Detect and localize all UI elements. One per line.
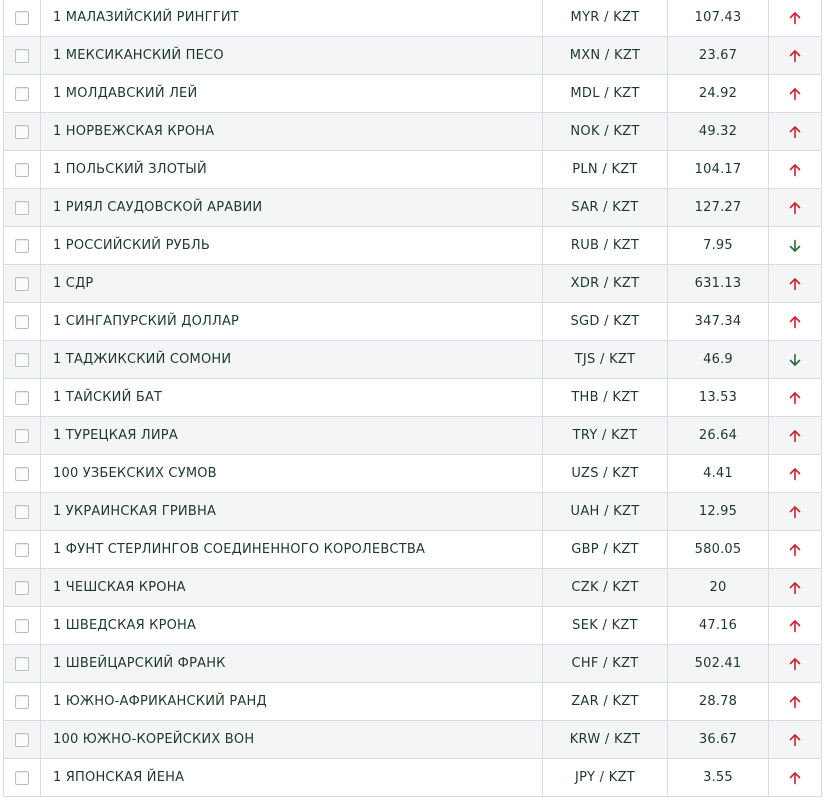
- row-checkbox[interactable]: [15, 49, 29, 63]
- currency-pair: PLN / KZT: [543, 151, 668, 189]
- trend-cell: [769, 37, 822, 75]
- currency-row: [4, 607, 822, 645]
- trend-cell: [769, 759, 822, 797]
- trend-cell: [769, 189, 822, 227]
- row-select-cell: [4, 759, 41, 797]
- row-select-cell: [4, 37, 41, 75]
- row-select-cell: [4, 607, 41, 645]
- currency-name: 1 УКРАИНСКАЯ ГРИВНА: [41, 493, 543, 531]
- trend-cell: [769, 75, 822, 113]
- currency-row: [4, 493, 822, 531]
- exchange-rate: 12.95: [668, 493, 769, 531]
- arrow-up-icon: [788, 11, 802, 25]
- exchange-rate: 46.9: [668, 341, 769, 379]
- currency-pair: SGD / KZT: [543, 303, 668, 341]
- currency-name: 100 УЗБЕКСКИХ СУМОВ: [41, 455, 543, 493]
- row-checkbox[interactable]: [15, 429, 29, 443]
- currency-pair: ZAR / KZT: [543, 683, 668, 721]
- currency-row: [4, 569, 822, 607]
- currency-pair: NOK / KZT: [543, 113, 668, 151]
- arrow-up-icon: [788, 771, 802, 785]
- currency-name: 1 ЯПОНСКАЯ ЙЕНА: [41, 759, 543, 797]
- arrow-up-icon: [788, 695, 802, 709]
- currency-row: [4, 0, 822, 37]
- row-checkbox[interactable]: [15, 467, 29, 481]
- row-checkbox[interactable]: [15, 201, 29, 215]
- arrow-down-icon: [788, 239, 802, 253]
- arrow-up-icon: [788, 657, 802, 671]
- trend-cell: [769, 531, 822, 569]
- currency-name: 1 ШВЕДСКАЯ КРОНА: [41, 607, 543, 645]
- currency-pair: SAR / KZT: [543, 189, 668, 227]
- currency-pair: THB / KZT: [543, 379, 668, 417]
- currency-name: 1 МАЛАЗИЙСКИЙ РИНГГИТ: [41, 0, 543, 37]
- currency-name: 1 МЕКСИКАНСКИЙ ПЕСО: [41, 37, 543, 75]
- trend-cell: [769, 379, 822, 417]
- trend-cell: [769, 113, 822, 151]
- currency-name: 1 ШВЕЙЦАРСКИЙ ФРАНК: [41, 645, 543, 683]
- currency-pair: GBP / KZT: [543, 531, 668, 569]
- rates-table-body: [4, 0, 822, 797]
- trend-cell: [769, 721, 822, 759]
- row-select-cell: [4, 683, 41, 721]
- currency-pair: KRW / KZT: [543, 721, 668, 759]
- row-select-cell: [4, 227, 41, 265]
- currency-pair: RUB / KZT: [543, 227, 668, 265]
- currency-name: 1 ЧЕШСКАЯ КРОНА: [41, 569, 543, 607]
- row-checkbox[interactable]: [15, 125, 29, 139]
- exchange-rate: 580.05: [668, 531, 769, 569]
- trend-cell: [769, 0, 822, 37]
- trend-cell: [769, 265, 822, 303]
- arrow-up-icon: [788, 543, 802, 557]
- exchange-rate: 4.41: [668, 455, 769, 493]
- arrow-up-icon: [788, 163, 802, 177]
- exchange-rate: 347.34: [668, 303, 769, 341]
- exchange-rate: 3.55: [668, 759, 769, 797]
- exchange-rate: 107.43: [668, 0, 769, 37]
- arrow-up-icon: [788, 467, 802, 481]
- exchange-rate: 23.67: [668, 37, 769, 75]
- exchange-rate: 20: [668, 569, 769, 607]
- row-checkbox[interactable]: [15, 11, 29, 25]
- arrow-up-icon: [788, 277, 802, 291]
- currency-row: [4, 265, 822, 303]
- currency-row: [4, 189, 822, 227]
- row-checkbox[interactable]: [15, 581, 29, 595]
- currency-name: 1 РИЯЛ САУДОВСКОЙ АРАВИИ: [41, 189, 543, 227]
- arrow-up-icon: [788, 733, 802, 747]
- arrow-up-icon: [788, 87, 802, 101]
- currency-pair: SEK / KZT: [543, 607, 668, 645]
- row-checkbox[interactable]: [15, 733, 29, 747]
- trend-cell: [769, 303, 822, 341]
- row-select-cell: [4, 113, 41, 151]
- currency-row: [4, 113, 822, 151]
- trend-cell: [769, 645, 822, 683]
- currency-pair: MYR / KZT: [543, 0, 668, 37]
- currency-row: [4, 531, 822, 569]
- row-select-cell: [4, 75, 41, 113]
- currency-row: [4, 227, 822, 265]
- currency-name: 1 ФУНТ СТЕРЛИНГОВ СОЕДИНЕННОГО КОРОЛЕВСТВА: [41, 531, 543, 569]
- currency-row: [4, 759, 822, 797]
- row-select-cell: [4, 531, 41, 569]
- currency-name: 1 РОССИЙСКИЙ РУБЛЬ: [41, 227, 543, 265]
- currency-pair: TJS / KZT: [543, 341, 668, 379]
- currency-pair: CHF / KZT: [543, 645, 668, 683]
- exchange-rate: 36.67: [668, 721, 769, 759]
- currency-name: 1 ПОЛЬСКИЙ ЗЛОТЫЙ: [41, 151, 543, 189]
- currency-row: [4, 645, 822, 683]
- currency-pair: MXN / KZT: [543, 37, 668, 75]
- trend-cell: [769, 227, 822, 265]
- trend-cell: [769, 151, 822, 189]
- arrow-up-icon: [788, 429, 802, 443]
- currency-name: 1 ТУРЕЦКАЯ ЛИРА: [41, 417, 543, 455]
- arrow-up-icon: [788, 581, 802, 595]
- row-select-cell: [4, 265, 41, 303]
- arrow-up-icon: [788, 125, 802, 139]
- arrow-down-icon: [788, 353, 802, 367]
- arrow-up-icon: [788, 315, 802, 329]
- row-checkbox[interactable]: [15, 87, 29, 101]
- row-checkbox[interactable]: [15, 695, 29, 709]
- row-select-cell: [4, 493, 41, 531]
- trend-cell: [769, 455, 822, 493]
- row-select-cell: [4, 379, 41, 417]
- row-checkbox[interactable]: [15, 277, 29, 291]
- currency-row: [4, 721, 822, 759]
- row-checkbox[interactable]: [15, 391, 29, 405]
- arrow-up-icon: [788, 391, 802, 405]
- row-select-cell: [4, 303, 41, 341]
- row-select-cell: [4, 341, 41, 379]
- row-select-cell: [4, 0, 41, 37]
- trend-cell: [769, 683, 822, 721]
- row-select-cell: [4, 645, 41, 683]
- currency-row: [4, 379, 822, 417]
- currency-row: [4, 341, 822, 379]
- currency-name: 1 ТАДЖИКСКИЙ СОМОНИ: [41, 341, 543, 379]
- exchange-rate: 631.13: [668, 265, 769, 303]
- row-checkbox[interactable]: [15, 505, 29, 519]
- currency-pair: UAH / KZT: [543, 493, 668, 531]
- row-select-cell: [4, 151, 41, 189]
- row-checkbox[interactable]: [15, 239, 29, 253]
- row-checkbox[interactable]: [15, 315, 29, 329]
- currency-rates-table: [3, 0, 822, 797]
- row-checkbox[interactable]: [15, 619, 29, 633]
- currency-row: [4, 455, 822, 493]
- currency-pair: XDR / KZT: [543, 265, 668, 303]
- trend-cell: [769, 341, 822, 379]
- exchange-rate: 7.95: [668, 227, 769, 265]
- row-select-cell: [4, 189, 41, 227]
- currency-name: 1 ЮЖНО-АФРИКАНСКИЙ РАНД: [41, 683, 543, 721]
- exchange-rate: 26.64: [668, 417, 769, 455]
- trend-cell: [769, 607, 822, 645]
- arrow-up-icon: [788, 201, 802, 215]
- exchange-rate: 49.32: [668, 113, 769, 151]
- exchange-rate: 13.53: [668, 379, 769, 417]
- currency-row: [4, 683, 822, 721]
- row-checkbox[interactable]: [15, 163, 29, 177]
- currency-row: [4, 417, 822, 455]
- exchange-rate: 502.41: [668, 645, 769, 683]
- row-select-cell: [4, 569, 41, 607]
- currency-name: 1 МОЛДАВСКИЙ ЛЕЙ: [41, 75, 543, 113]
- currency-row: [4, 303, 822, 341]
- exchange-rate: 24.92: [668, 75, 769, 113]
- row-select-cell: [4, 455, 41, 493]
- currency-name: 100 ЮЖНО-КОРЕЙСКИХ ВОН: [41, 721, 543, 759]
- currency-row: [4, 151, 822, 189]
- trend-cell: [769, 417, 822, 455]
- row-checkbox[interactable]: [15, 657, 29, 671]
- currency-name: 1 НОРВЕЖСКАЯ КРОНА: [41, 113, 543, 151]
- trend-cell: [769, 493, 822, 531]
- row-checkbox[interactable]: [15, 771, 29, 785]
- currency-pair: UZS / KZT: [543, 455, 668, 493]
- row-select-cell: [4, 721, 41, 759]
- currency-name: 1 СДР: [41, 265, 543, 303]
- exchange-rate: 28.78: [668, 683, 769, 721]
- currency-pair: JPY / KZT: [543, 759, 668, 797]
- arrow-up-icon: [788, 619, 802, 633]
- arrow-up-icon: [788, 49, 802, 63]
- row-checkbox[interactable]: [15, 353, 29, 367]
- exchange-rate: 47.16: [668, 607, 769, 645]
- currency-pair: CZK / KZT: [543, 569, 668, 607]
- currency-name: 1 ТАЙСКИЙ БАТ: [41, 379, 543, 417]
- currency-row: [4, 75, 822, 113]
- currency-pair: TRY / KZT: [543, 417, 668, 455]
- exchange-rate: 127.27: [668, 189, 769, 227]
- currency-pair: MDL / KZT: [543, 75, 668, 113]
- row-checkbox[interactable]: [15, 543, 29, 557]
- currency-row: [4, 37, 822, 75]
- trend-cell: [769, 569, 822, 607]
- currency-name: 1 СИНГАПУРСКИЙ ДОЛЛАР: [41, 303, 543, 341]
- row-select-cell: [4, 417, 41, 455]
- arrow-up-icon: [788, 505, 802, 519]
- exchange-rate: 104.17: [668, 151, 769, 189]
